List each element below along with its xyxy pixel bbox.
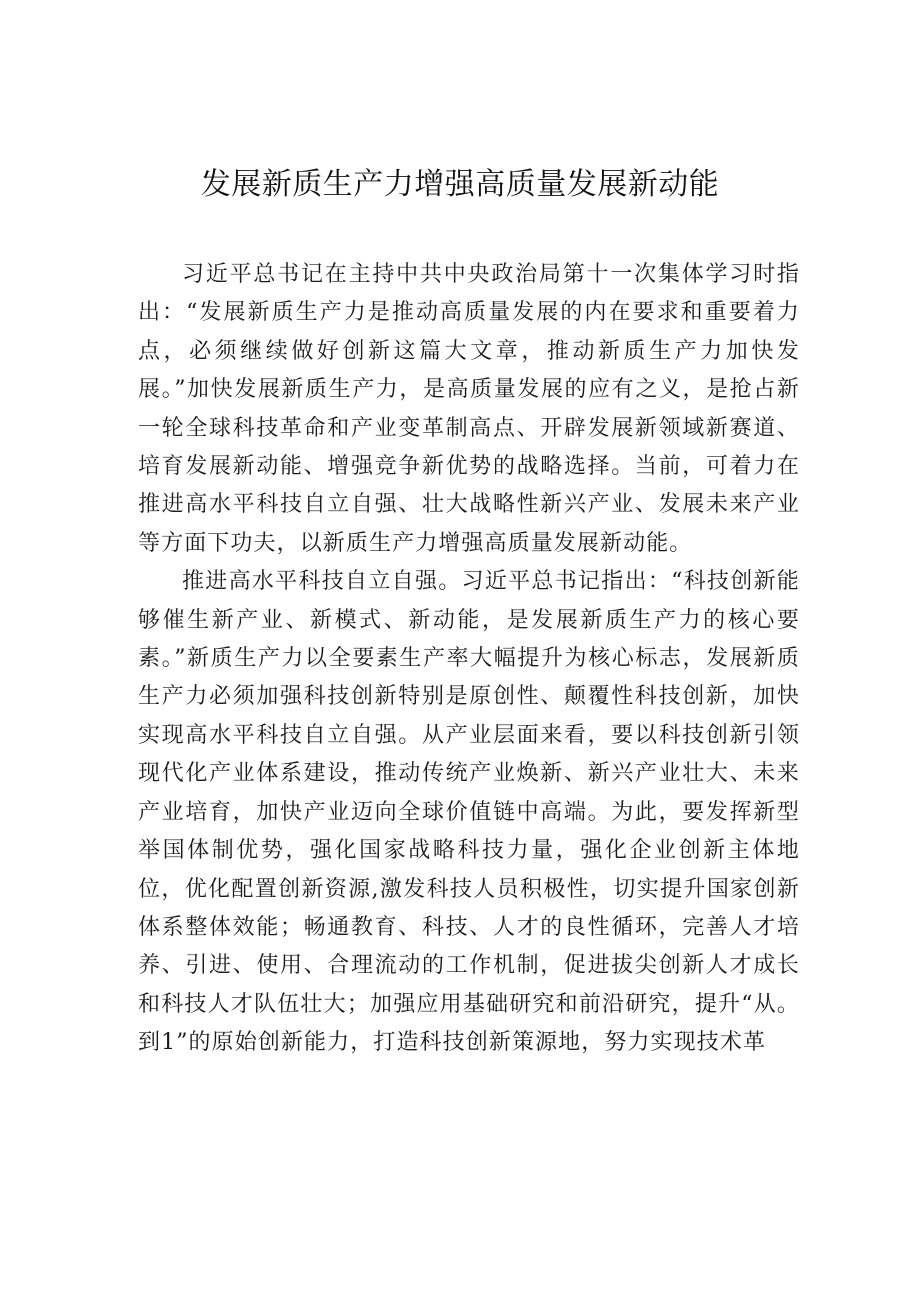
- document-title: 发展新质生产力增强高质量发展新动能: [200, 167, 720, 202]
- document-body: [138, 256, 800, 1063]
- paragraph-tech-self-reliance: 推进高水平科技自立自强。习近平总书记指出：“科技创新能够催生新产业、新模式、新动能，是发展新质生产力的核心要素。”新质生产力以全要素生产率大幅提升为核心标志，发展新质生产力必须加强科技创新特别是原创性、颠覆性科技创新，加快实现高水平科技自立自强。从产业层面来看，要以科技创新引领现代化产业体系建设，推动传统产业焕新、新兴产业壮大、未来产业培育，加快产业迈向全球价值链中高端。为此，要发挥新型举国体制优势，强化国家战略科技力量，强化企业创新主体地位，优化配置创新资源,激发科技人员积极性，切实提升国家创新体系整体效能；畅通教育、科技、人才的良性循环，完善人才培养、引进、使用、合理流动的工作机制，促进拔尖创新人才成长和科技人才队伍壮大；加强应用基础研究和前沿研究，提升“从。到1”的原始创新能力，打造科技创新策源地，努力实现技术革: [138, 569, 800, 1056]
- paragraph-intro: 习近平总书记在主持中共中央政治局第十一次集体学习时指出：“发展新质生产力是推动高质量发展的内在要求和重要着力点，必须继续做好创新这篇大文章，推动新质生产力加快发展。”加快发展新质生产力，是高质量发展的应有之义，是抢占新一轮全球科技革命和产业变革制高点、开辟发展新领域新赛道、培育发展新动能、增强竞争新优势的战略选择。当前，可着力在推进高水平科技自立自强、壮大战略性新兴产业、发展未来产业等方面下功夫，以新质生产力增强高质量发展新动能。: [138, 262, 800, 556]
